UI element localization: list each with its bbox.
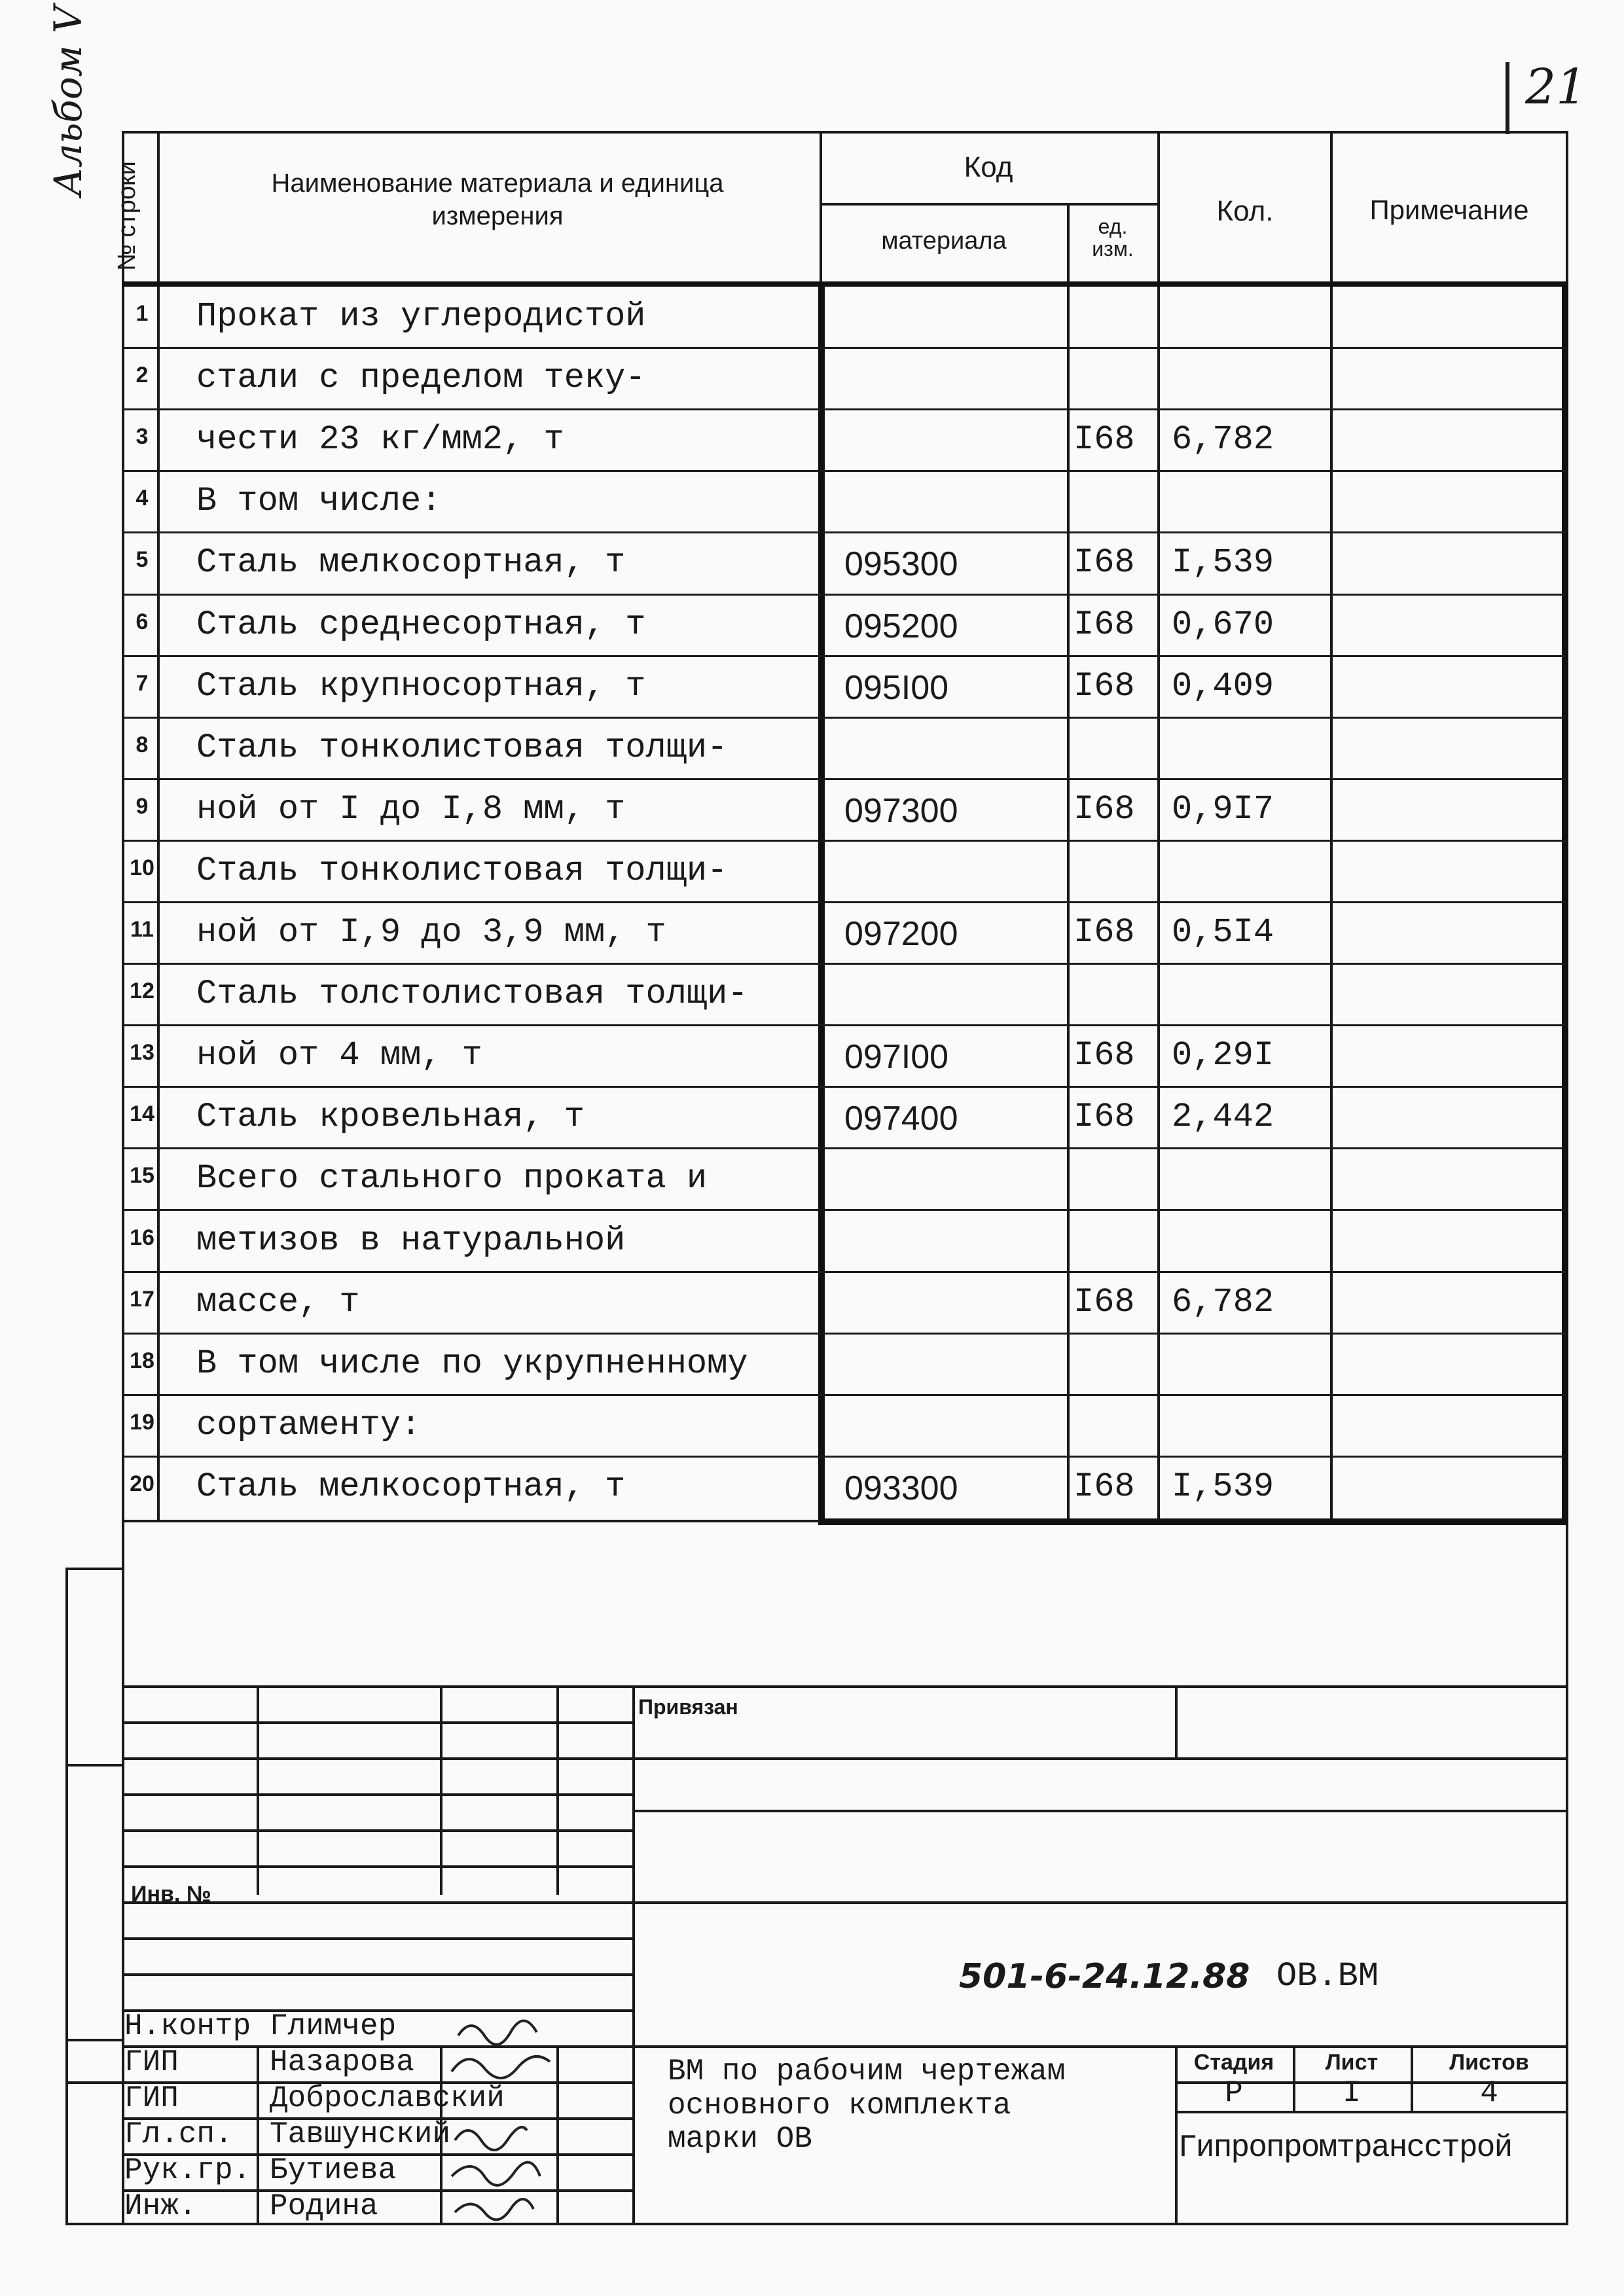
header-note: Примечание — [1369, 194, 1529, 225]
material-code: 095I00 — [844, 669, 949, 707]
grid-v-1a — [257, 1685, 259, 1895]
side-strip-line-outer — [65, 1568, 68, 2225]
row-divider — [122, 1209, 1566, 1211]
stage-value: Р — [1225, 2076, 1243, 2110]
material-name: В том числе: — [196, 482, 442, 520]
role-n-kontr: Н.контр — [124, 2009, 251, 2043]
stamp-line-4 — [122, 1793, 632, 1796]
row-number: 10 — [130, 855, 154, 880]
sheet-number: 21 — [1525, 59, 1587, 115]
quantity: I,539 — [1172, 543, 1274, 582]
quantity: I,539 — [1172, 1467, 1274, 1506]
material-code: 093300 — [844, 1469, 958, 1507]
material-name: Сталь тонколистовая толщи- — [196, 852, 728, 890]
stamp-line-1 — [122, 1685, 1568, 1688]
material-name: Сталь мелкосортная, т — [196, 1467, 626, 1506]
material-code: 095200 — [844, 607, 958, 645]
row-number: 2 — [135, 363, 149, 387]
doc-title-line-1: ВМ по рабочим чертежам — [668, 2054, 1066, 2089]
row-number: 8 — [135, 732, 149, 757]
material-code: 097200 — [844, 915, 958, 953]
name-butieva: Бутиева — [270, 2153, 397, 2187]
material-name: Всего стального проката и — [196, 1159, 708, 1198]
row-number: 15 — [130, 1163, 154, 1188]
unit-code: I68 — [1074, 667, 1135, 706]
name-nazarova: Назарова — [270, 2045, 414, 2079]
material-name: Сталь тонколистовая толщи- — [196, 728, 728, 767]
row-divider — [122, 1456, 1566, 1458]
material-name: стали с пределом теку- — [196, 359, 646, 397]
doc-mark: ОВ.ВМ — [1276, 1957, 1379, 1996]
quantity: 0,670 — [1172, 605, 1274, 644]
quantity: 0,409 — [1172, 667, 1274, 706]
unit-code: I68 — [1074, 790, 1135, 829]
doc-code: 501-6-24.12.88 — [959, 1957, 1250, 1996]
quantity: 0,5I4 — [1172, 913, 1274, 952]
quantity: 0,29I — [1172, 1036, 1274, 1075]
doc-title-line-2: основного комплекта — [668, 2088, 1011, 2123]
row-divider — [122, 655, 1566, 657]
header-qty: Кол. — [1216, 195, 1274, 227]
sheet-number-bar — [1506, 62, 1509, 134]
unit-code: I68 — [1074, 913, 1135, 952]
stamp-line-2 — [122, 1721, 632, 1724]
stamp-line-9 — [122, 1973, 632, 1976]
unit-code: I68 — [1074, 605, 1135, 644]
row-divider — [122, 347, 1566, 349]
header-row-no: № строки — [113, 161, 141, 271]
row-number: 1 — [135, 301, 149, 326]
name-glimcher: Глимчер — [270, 2009, 397, 2043]
material-name: Сталь толстолистовая толщи- — [196, 975, 748, 1013]
grid-v-3a — [556, 1685, 559, 1895]
row-number: 14 — [130, 1102, 154, 1126]
material-name: Сталь крупносортная, т — [196, 667, 646, 706]
row-divider — [122, 1147, 1566, 1149]
row-divider — [122, 1333, 1566, 1335]
stamp-line-8 — [122, 1937, 632, 1940]
table-bottom-line — [122, 1520, 820, 1522]
code-subheader-line — [820, 203, 1157, 206]
header-material: материала — [881, 227, 1007, 255]
row-number: 6 — [135, 609, 149, 634]
side-strip-mid — [65, 1764, 124, 1767]
row-divider — [122, 1271, 1566, 1273]
row-divider — [122, 594, 1566, 596]
code-divider — [1067, 203, 1070, 1522]
material-code: 095300 — [844, 545, 958, 583]
unit-divider — [1157, 131, 1160, 1522]
signatures-image — [445, 2009, 563, 2225]
row-divider — [122, 963, 1566, 965]
sheets-label: Листов — [1449, 2050, 1529, 2075]
material-name: В том числе по укрупненному — [196, 1344, 748, 1383]
row-divider — [122, 470, 1566, 472]
attached-divider — [1175, 1685, 1178, 1757]
row-number: 7 — [135, 671, 149, 696]
role-gl-sp: Гл.сп. — [124, 2117, 233, 2151]
material-code: 097I00 — [844, 1038, 949, 1076]
material-name: ной от I до I,8 мм, т — [196, 790, 626, 829]
row-number: 16 — [130, 1225, 154, 1250]
material-name: метизов в натуральной — [196, 1221, 626, 1260]
material-name: ной от I,9 до 3,9 мм, т — [196, 913, 666, 952]
header-name: Наименование материала и единица измерения — [271, 169, 724, 230]
row-divider — [122, 1394, 1566, 1396]
role-gip-2: ГИП — [124, 2081, 179, 2115]
stamp-line-6 — [122, 1865, 632, 1868]
doc-title — [668, 2055, 1065, 2157]
data-box-bottom — [818, 1518, 1568, 1525]
grid-v-main — [632, 1685, 635, 2225]
row-number: 3 — [135, 424, 149, 449]
material-name: Сталь мелкосортная, т — [196, 543, 626, 582]
name-tavshunsky: Тавшунский — [270, 2117, 451, 2151]
role-ruk-gr: Рук.гр. — [124, 2153, 251, 2187]
row-divider — [122, 408, 1566, 410]
sheet-label: Лист — [1325, 2050, 1379, 2075]
unit-code: I68 — [1074, 1098, 1135, 1136]
quantity: 0,9I7 — [1172, 790, 1274, 829]
doc-title-line-3: марки ОВ — [668, 2122, 812, 2157]
header-top-line — [122, 131, 1568, 134]
name-rodina: Родина — [270, 2189, 378, 2223]
header-unit: ед. изм. — [1092, 215, 1134, 260]
qty-divider — [1330, 131, 1333, 1522]
sheet-value: I — [1343, 2076, 1361, 2110]
inv-no-label: Инв. № — [131, 1882, 211, 1907]
stamp-line-3 — [122, 1757, 1568, 1760]
grid-v-2a — [440, 1685, 442, 1895]
row-number: 13 — [130, 1040, 154, 1065]
row-divider — [122, 901, 1566, 903]
material-name: ной от 4 мм, т — [196, 1036, 482, 1075]
row-number: 4 — [135, 486, 149, 511]
stage-line-2 — [1175, 2111, 1568, 2113]
row-divider — [122, 778, 1566, 780]
row-number: 18 — [130, 1348, 154, 1373]
quantity: 2,442 — [1172, 1098, 1274, 1136]
rowno-divider — [157, 131, 160, 1522]
row-number: 5 — [135, 547, 149, 572]
material-name: Сталь среднесортная, т — [196, 605, 646, 644]
row-number: 20 — [130, 1471, 154, 1496]
row-number: 9 — [135, 794, 149, 819]
row-divider — [122, 717, 1566, 719]
side-strip-mid2 — [65, 2039, 124, 2041]
right-line-a — [632, 1810, 1568, 1812]
material-code: 097400 — [844, 1100, 958, 1138]
row-number: 12 — [130, 978, 154, 1003]
material-name: сортаменту: — [196, 1406, 422, 1444]
attached-label: Привязан — [638, 1695, 738, 1719]
unit-code: I68 — [1074, 1467, 1135, 1506]
header-code: Код — [964, 151, 1013, 183]
material-name: Прокат из углеродистой — [196, 297, 646, 336]
row-number: 11 — [130, 917, 154, 942]
organization: Гипропромтрансстрой — [1178, 2130, 1512, 2166]
row-divider — [122, 840, 1566, 842]
row-divider — [122, 1086, 1566, 1088]
unit-code: I68 — [1074, 1283, 1135, 1321]
quantity: 6,782 — [1172, 420, 1274, 459]
row-number: 19 — [130, 1410, 154, 1435]
stamp-line-7 — [122, 1901, 1568, 1904]
row-divider — [122, 531, 1566, 533]
name-dobroslavsky: Доброславский — [270, 2081, 505, 2115]
row-divider — [122, 1024, 1566, 1026]
grid-v-1b — [257, 2045, 259, 2225]
role-gip-1: ГИП — [124, 2045, 179, 2079]
sheets-value: 4 — [1480, 2076, 1498, 2110]
material-name: чести 23 кг/мм2, т — [196, 420, 564, 459]
header-bottom-line — [122, 281, 1568, 287]
side-strip-top — [65, 1568, 124, 1570]
row-number: 17 — [130, 1287, 154, 1312]
unit-code: I68 — [1074, 543, 1135, 582]
quantity: 6,782 — [1172, 1283, 1274, 1321]
material-name: Сталь кровельная, т — [196, 1098, 585, 1136]
stamp-line-5 — [122, 1829, 632, 1832]
album-label: Альбом V — [46, 5, 90, 196]
material-name: массе, т — [196, 1283, 360, 1321]
stage-label: Стадия — [1193, 2050, 1274, 2075]
unit-code: I68 — [1074, 1036, 1135, 1075]
role-inzh: Инж. — [124, 2189, 197, 2223]
unit-code: I68 — [1074, 420, 1135, 459]
material-code: 097300 — [844, 792, 958, 830]
